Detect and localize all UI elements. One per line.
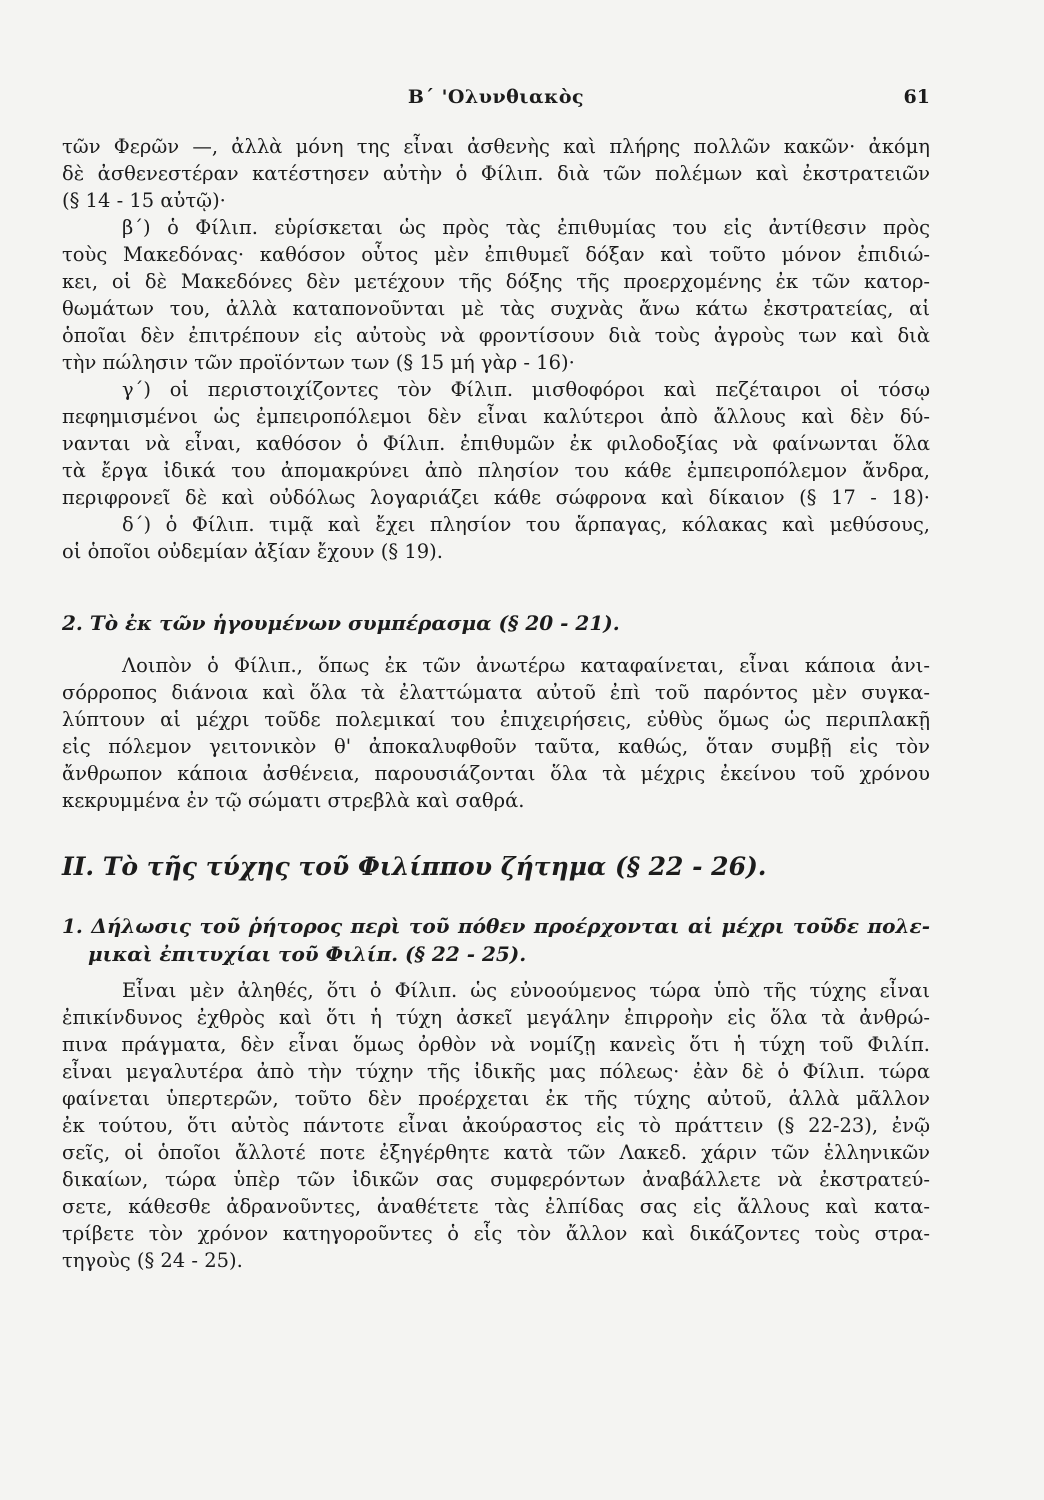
- text-line: δὲ ἀσθενεστέραν κατέστησεν αὐτὴν ὁ Φίλιπ. διὰ τῶν πολέμων καὶ ἐκστρατειῶν: [62, 162, 930, 185]
- text-line: Εἶναι μὲν ἀληθές, ὅτι ὁ Φίλιπ. ὡς εὐνοούμενος τώρα ὑπὸ τῆς τύχης εἶναι: [122, 979, 930, 1002]
- paragraph-block-1: [62, 133, 930, 565]
- text-line: β΄) ὁ Φίλιπ. εὑρίσκεται ὡς πρὸς τὰς ἐπιθυμίας του εἰς ἀντίθεσιν πρὸς: [122, 216, 930, 239]
- text-line: φαίνεται ὑπερτερῶν, τοῦτο δὲν προέρχεται ἐκ τῆς τύχης αὐτοῦ, ἀλλὰ μᾶλλον: [62, 1087, 930, 1110]
- text-line: πεφημισμένοι ὡς ἐμπειροπόλεμοι δὲν εἶναι καλύτεροι ἀπὸ ἄλλους καὶ δὲν δύ-: [62, 405, 930, 428]
- text-line: δ΄) ὁ Φίλιπ. τιμᾷ καὶ ἔχει πλησίον του ἅρπαγας, κόλακας καὶ μεθύσους,: [122, 513, 930, 536]
- text-line: πινα πράγματα, δὲν εἶναι ὅμως ὀρθὸν νὰ νομίζῃ κανεὶς ὅτι ἡ τύχη τοῦ Φιλίπ.: [62, 1033, 930, 1056]
- text-line: εἶναι μεγαλυτέρα ἀπὸ τὴν τύχην τῆς ἰδικῆς μας πόλεως· ἐὰν δὲ ὁ Φίλιπ. τώρα: [62, 1060, 930, 1083]
- text-line: τρίβετε τὸν χρόνον κατηγοροῦντες ὁ εἷς τὸν ἄλλον καὶ δικάζοντες τοὺς στρα-: [62, 1222, 930, 1245]
- text-line: δικαίων, τώρα ὑπὲρ τῶν ἰδικῶν σας συμφερόντων ἀναβάλλετε νὰ ἐκστρατεύ-: [62, 1168, 930, 1191]
- text-line: κεκρυμμένα ἐν τῷ σώματι στρεβλὰ καὶ σαθρά.: [62, 789, 525, 812]
- text-line: τηγοὺς (§ 24 - 25).: [62, 1249, 243, 1272]
- paragraph-block-3: [62, 977, 930, 1274]
- text-line: γ΄) οἱ περιστοιχίζοντες τὸν Φίλιπ. μισθοφόροι καὶ πεζέταιροι οἱ τόσῳ: [122, 378, 930, 401]
- text-line: ὁποῖαι δὲν ἐπιτρέπουν εἰς αὐτοὺς νὰ φροντίσουν διὰ τοὺς ἀγροὺς των καὶ διὰ: [62, 324, 930, 347]
- text-line: ἄνθρωπον κάποια ἀσθένεια, παρουσιάζονται ὅλα τὰ μέχρις ἐκείνου τοῦ χρόνου: [62, 762, 930, 785]
- running-title: Β΄ 'Ολυνθιακὸς: [407, 86, 585, 108]
- text-line: περιφρονεῖ δὲ καὶ οὐδόλως λογαριάζει κάθε σώφρονα καὶ δίκαιον (§ 17 - 18)·: [62, 486, 930, 509]
- text-line: Λοιπὸν ὁ Φίλιπ., ὅπως ἐκ τῶν ἀνωτέρω καταφαίνεται, εἶναι κάποια ἀνι-: [122, 654, 930, 677]
- text-line: τὴν πώλησιν τῶν προϊόντων των (§ 15 μή γὰρ - 16)·: [62, 351, 575, 374]
- text-line: (§ 14 - 15 αὐτῷ)·: [62, 189, 226, 212]
- text-line: τῶν Φερῶν —, ἀλλὰ μόνη της εἶναι ἀσθενὴς καὶ πλήρης πολλῶν κακῶν· ἀκόμη: [62, 135, 930, 158]
- heading-line: 1. Δήλωσις τοῦ ῥήτορος περὶ τοῦ πόθεν προέρχονται αἱ μέχρι τοῦδε πολε-: [62, 914, 930, 938]
- text-line: ἐπικίνδυνος ἐχθρὸς καὶ ὅτι ἡ τύχη ἀσκεῖ μεγάλην ἐπιρροὴν εἰς ὅλα τὰ ἀνθρώ-: [62, 1006, 930, 1029]
- text-line: θωμάτων του, ἀλλὰ καταπονοῦνται μὲ τὰς συχνὰς ἄνω κάτω ἐκστρατείας, αἱ: [62, 297, 930, 320]
- text-line: σετε, κάθεσθε ἀδρανοῦντες, ἀναθέτετε τὰς ἐλπίδας σας εἰς ἄλλους καὶ κατα-: [62, 1195, 930, 1218]
- paragraph-block-2: [62, 652, 930, 814]
- text-line: λύπτουν αἱ μέχρι τοῦδε πολεμικαί του ἐπιχειρήσεις, εὐθὺς ὅμως ὡς περιπλακῇ: [62, 708, 930, 731]
- text-line: ἐκ τούτου, ὅτι αὐτὸς πάντοτε εἶναι ἀκούραστος εἰς τὸ πράττειν (§ 22-23), ἐνῷ: [62, 1114, 930, 1137]
- text-line: οἱ ὁποῖοι οὐδεμίαν ἀξίαν ἔχουν (§ 19).: [62, 540, 443, 563]
- text-line: τὰ ἔργα ἰδικά του ἀπομακρύνει ἀπὸ πλησίον του κάθε ἐμπειροπόλεμον ἄνδρα,: [62, 459, 930, 482]
- text-line: σόρροπος διάνοια καὶ ὅλα τὰ ἐλαττώματα αὐτοῦ ἐπὶ τοῦ παρόντος μὲν συγκα-: [62, 681, 930, 704]
- page-number: 61: [903, 86, 930, 108]
- part-heading-II: ΙΙ. Τὸ τῆς τύχης τοῦ Φιλίππου ζήτημα (§ 22 - 26).: [62, 852, 767, 881]
- text-line: σεῖς, οἱ ὁποῖοι ἄλλοτέ ποτε ἐξηγέρθητε κατὰ τῶν Λακεδ. χάριν τῶν ἑλληνικῶν: [62, 1141, 930, 1164]
- page-header: [62, 86, 930, 116]
- section-heading-1: [62, 912, 930, 968]
- text-line: εἰς πόλεμον γειτονικὸν θ' ἀποκαλυφθοῦν ταῦτα, καθώς, ὅταν συμβῇ εἰς τὸν: [62, 735, 930, 758]
- text-line: κει, οἱ δὲ Μακεδόνες δὲν μετέχουν τῆς δόξης τῆς προερχομένης ἐκ τῶν κατορ-: [62, 270, 930, 293]
- heading-line: μικαὶ ἐπιτυχίαι τοῦ Φιλίπ. (§ 22 - 25).: [88, 942, 527, 966]
- section-heading-2: 2. Τὸ ἐκ τῶν ἡγουμένων συμπέρασμα (§ 20 - 21).: [62, 611, 620, 635]
- text-line: νανται νὰ εἶναι, καθόσον ὁ Φίλιπ. ἐπιθυμῶν ἐκ φιλοδοξίας νὰ φαίνωνται ὅλα: [62, 432, 930, 455]
- text-line: τοὺς Μακεδόνας· καθόσον οὗτος μὲν ἐπιθυμεῖ δόξαν καὶ τοῦτο μόνον ἐπιδιώ-: [62, 243, 930, 266]
